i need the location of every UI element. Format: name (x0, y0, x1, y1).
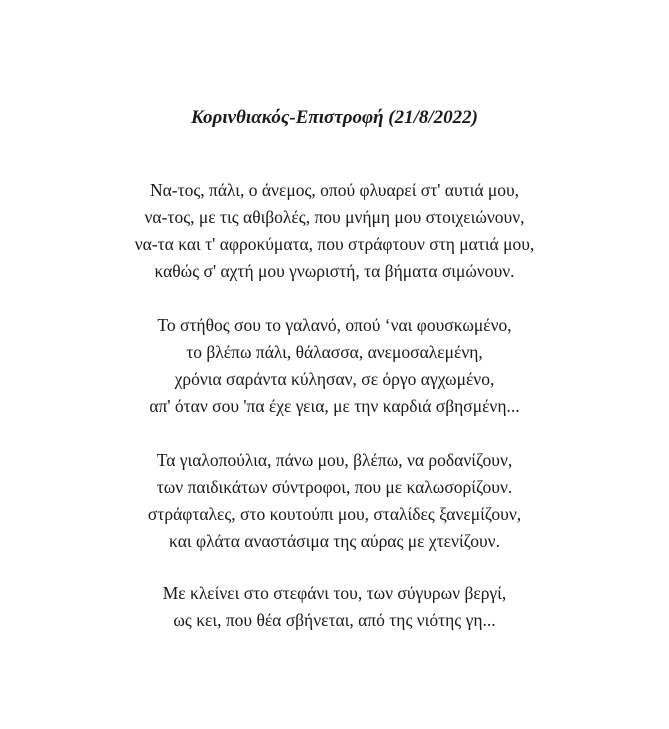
poem-line: Με κλείνει στο στεφάνι του, των σύγυρων βεργί, (162, 583, 507, 603)
poem-line: και φλάτα αναστάσιμα της αύρας με χτενίζουν. (169, 531, 500, 551)
poem-line: Το στήθος σου το γαλανό, οπού ‘ναι φουσκωμένο, (157, 315, 512, 335)
stanza-1 (0, 177, 669, 285)
poem-line: καθώς σ' αχτή μου γνωριστή, τα βήματα σιμώνουν. (154, 261, 515, 281)
poem-line: να-τος, με τις αθιβολές, που μνήμη μου στοιχειώνουν, (144, 207, 525, 227)
stanza-2 (0, 312, 669, 420)
poem-line: των παιδικάτων σύντροφοι, που με καλωσορίζουν. (156, 477, 513, 497)
poem-title: Κορινθιακός-Επιστροφή (21/8/2022) (190, 107, 479, 128)
poem-line: απ' όταν σου 'πα έχε γεια, με την καρδιά σβησμένη... (149, 396, 520, 416)
stanza-4 (0, 580, 669, 634)
poem-line: χρόνια σαράντα κύλησαν, σε όργο αγχωμένο, (174, 369, 495, 389)
poem-line: Τα γιαλοπούλια, πάνω μου, βλέπω, να ροδανίζουν, (156, 450, 513, 470)
poem-line: ως κει, που θέα σβήνεται, από της νιότης γη... (173, 610, 496, 630)
poem-line: το βλέπω πάλι, θάλασσα, ανεμοσαλεμένη, (186, 342, 483, 362)
poem-line: Να-τος, πάλι, ο άνεμος, οπού φλυαρεί στ' αυτιά μου, (149, 180, 520, 200)
stanza-3 (0, 447, 669, 555)
poem-line: στράφταλες, στο κουτούπι μου, σταλίδες ξανεμίζουν, (147, 504, 522, 524)
poem-line: να-τα και τ' αφροκύματα, που στράφτουν στη ματιά μου, (134, 234, 535, 254)
